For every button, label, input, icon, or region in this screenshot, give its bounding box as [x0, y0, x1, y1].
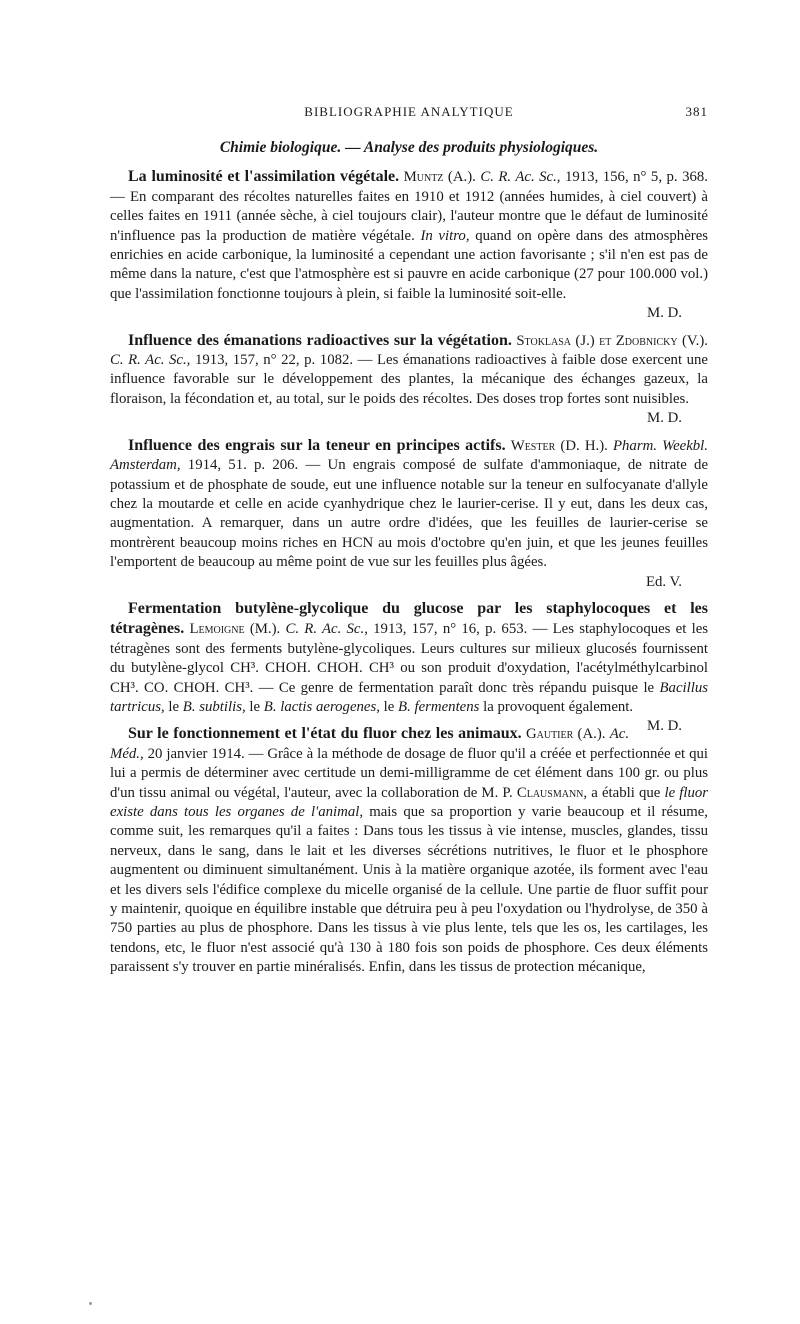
- entry-signature: M. D.: [647, 718, 682, 735]
- entry-citation: 1914, 51. p. 206.: [187, 457, 299, 474]
- entry-author: Gautier (A.).: [525, 726, 606, 743]
- entry-text: quand on opère dans des atmosphères enrichies en acide carbonique, la luminosité a cependant une action favorisante ; s'il n'en est pas de même dans la nature, c'est que l'atmosphère est si pauvre en acide carbonique (27 pour 100.000 vol.) que l'assimilation fonctionne toujours à plein, si faible la luminosité soit-elle.: [110, 227, 709, 302]
- entry-citation: 1913, 157, n° 16, p. 653.: [373, 621, 528, 638]
- entry-journal: C. R. Ac. Sc.,: [110, 352, 191, 369]
- entry-italic: le fluor existe dans tous les organes de l'animal,: [110, 784, 709, 820]
- entry-italic: B. fermentens: [398, 698, 480, 715]
- paper-speck: [89, 1302, 92, 1305]
- entry-text: a établi que: [591, 784, 661, 801]
- entry-author: Stoklasa (J.) et Zdobnicky (V.).: [516, 332, 709, 349]
- entry-text: le: [383, 698, 395, 715]
- entry-text: — Les émanations radioactives à faible dose exercent une influence favorable sur le développement des plantes, la mécanique des échanges gazeux, la floraison, la fécondation et, au total, sur le poids des récoltes. Des doses trop fortes sont nuisibles.: [110, 352, 708, 407]
- entry-journal: C. R. Ac. Sc.,: [285, 621, 368, 638]
- entry-italic: B. lactis aerogenes,: [263, 698, 380, 715]
- page-number: 381: [685, 104, 708, 119]
- entry-author: Wester (D. H.).: [510, 437, 608, 454]
- entry-italic: B. subtilis,: [182, 698, 246, 715]
- entry-text: le: [168, 698, 180, 715]
- entry-title: Influence des engrais sur la teneur en principes actifs.: [128, 436, 506, 454]
- entry-text: — Les staphylocoques et les tétragènes sont des ferments butylène-glycoliques. Leurs cultures sur milieux glucosés fournissent du butylène-glycol CH³. CHOH. CHOH. CH³ ou son produit d'oxydation, l'acétylméthylcarbinol CH³. CO. CHOH. CH³. — Ce genre de fermentation paraît donc très répandu puisque le: [110, 621, 709, 696]
- entry-signature: M. D.: [647, 305, 682, 322]
- entry-text: — Grâce à la méthode de dosage de fluor qu'il a créée et perfectionnée et qui lui a permis de déterminer avec certitude un demi-milligramme de cet élément dans 100 gr. ou plus d'un tissu animal ou végétal, l'auteur, avec la collaboration de M. P.: [110, 745, 708, 801]
- entry-author: Lemoigne (M.).: [189, 621, 281, 638]
- entry-italic: In vitro,: [420, 227, 470, 244]
- entry-citation: 1913, 157, n° 22, p. 1082.: [194, 352, 354, 369]
- entry-journal: Pharm. Weekbl. Amsterdam,: [110, 437, 708, 474]
- entry-italic: Bacillus tartricus,: [110, 679, 709, 715]
- entry-title: Sur le fonctionnement et l'état du fluor chez les animaux.: [128, 725, 522, 743]
- entry-text: mais que sa proportion y varie beaucoup et il résume, comme suit, les remarques qu'il a faites : Dans tous les tissus à vie intense, muscles, glandes, tissu nerveux, dans le sang, dans le lait et les diverses sécrétions nutritives, le fluor et le phosphore augmentent ou diminuent simultanément. Unis à la matière organique azotée, ils forment avec l'eau et les divers sels l'édifice complexe du micelle organisé de la cellule. Une partie de fluor suffit pour y maintenir, quoique en équilibre instable que détruira peu à peu l'oxydation ou l'hydrolyse, de 350 à 750 parties au plus de phosphore. Dans les tissus à vie plus lente, tels que les os, les cartilages, les tendons, etc, le fluor n'est associé qu'à 130 à 180 fois son poids de phosphore. Ces deux éléments paraissent s'y trouver en partie minéralisés. Enfin, dans les tissus de protection mécanique,: [110, 804, 708, 976]
- entry-text: — En comparant des récoltes naturelles faites en 1910 et 1912 (années humides, à ciel couvert) à celles faites en 1911 (année sèche, à ciel toujours clair), l'auteur montre que le défaut de luminosité n'influence pas la production de matière végétale.: [110, 188, 708, 244]
- section-heading: Chimie biologique. — Analyse des produits physiologiques.: [219, 139, 599, 156]
- article-body: [110, 138, 708, 985]
- running-header: [110, 104, 708, 124]
- entry-signature: Ed. V.: [645, 573, 682, 590]
- entry-journal: Ac. Méd.,: [110, 726, 630, 762]
- abstract-entry: [110, 167, 708, 323]
- entry-text: — Un engrais composé de sulfate d'ammoniaque, de nitrate de potassium et de phosphate de soude, eut une influence notable sur la teneur en sulfocyanate d'allyle chez la moutarde et celle en acide cyanhydrique chez le laurier-cerise. Il y eut, dans les deux cas, augmentation. A remarquer, dans un autre ordre d'idées, que les feuilles de laurier-cerise se montrèrent beaucoup moins riches en HCN au mois d'octobre qu'en juin, et que les jeunes feuilles l'emportent de beaucoup au même point de vue sur les feuilles plus âgées.: [110, 457, 709, 571]
- entry-signature: M. D.: [647, 410, 682, 427]
- entry-author: Muntz (A.).: [403, 169, 476, 186]
- abstract-entry: [110, 724, 708, 977]
- entry-citation: 20 janvier 1914.: [147, 745, 245, 762]
- entry-journal: C. R. Ac. Sc.,: [480, 169, 561, 186]
- entry-citation: 1913, 156, n° 5, p. 368.: [564, 169, 708, 186]
- entry-text: la provoquent également.: [483, 698, 634, 715]
- entry-text: le: [249, 698, 261, 715]
- abstract-entry: [110, 331, 708, 429]
- running-title: BIBLIOGRAPHIE ANALYTIQUE: [304, 104, 514, 119]
- entry-title: Influence des émanations radioactives sur la végétation.: [128, 331, 512, 349]
- entry-collaborator: Clausmann,: [516, 784, 588, 801]
- entry-title: Fermentation butylène-glycolique du glucose par les staphylocoques et les tétragènes.: [110, 599, 708, 638]
- abstract-entry: [110, 436, 708, 592]
- entry-title: La luminosité et l'assimilation végétale.: [128, 168, 400, 186]
